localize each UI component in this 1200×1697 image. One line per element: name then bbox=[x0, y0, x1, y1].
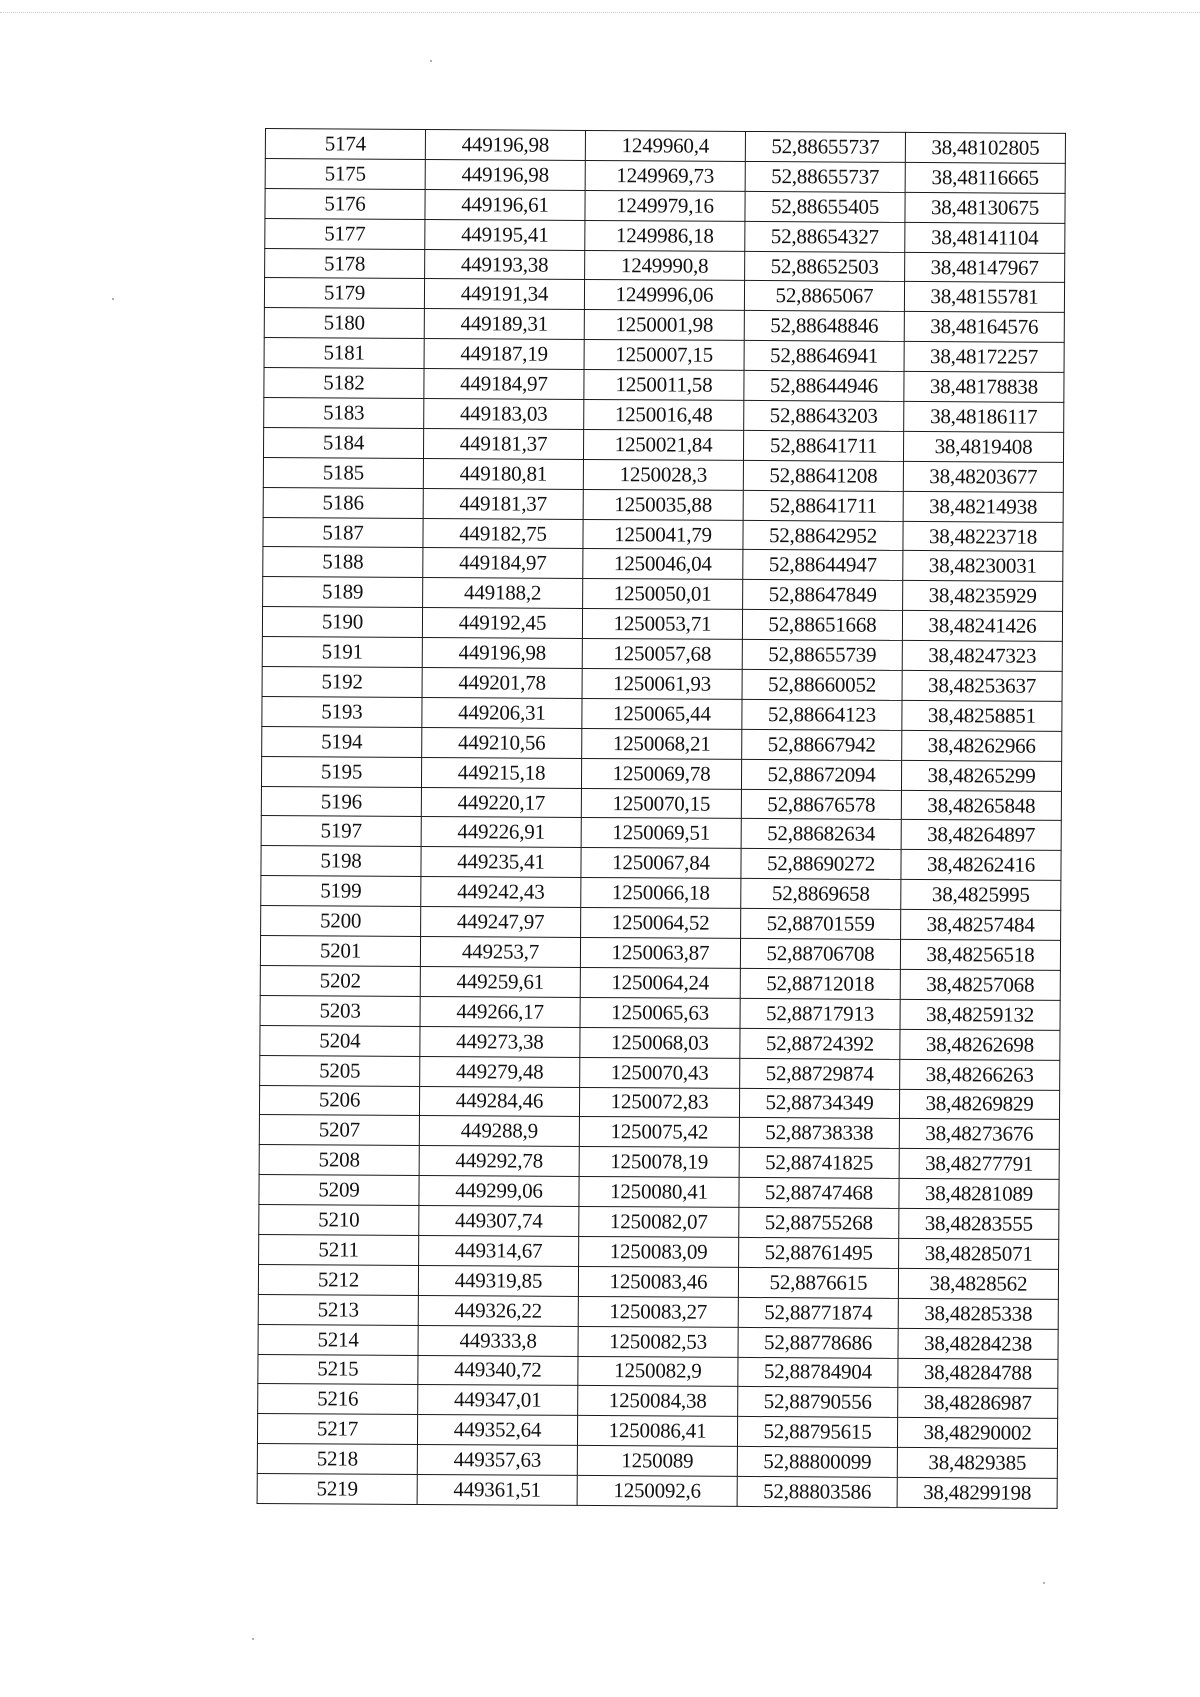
y-coordinate-cell: 1250070,43 bbox=[580, 1057, 740, 1088]
longitude-cell: 38,48147967 bbox=[905, 252, 1065, 283]
longitude-cell: 38,48241426 bbox=[902, 611, 1062, 642]
longitude-cell: 38,4825995 bbox=[901, 880, 1061, 911]
y-coordinate-cell: 1250082,07 bbox=[579, 1207, 739, 1238]
latitude-cell: 52,88761495 bbox=[739, 1237, 899, 1268]
x-coordinate-cell: 449188,2 bbox=[423, 578, 583, 609]
y-coordinate-cell: 1250067,84 bbox=[581, 848, 741, 879]
point-number-cell: 5204 bbox=[260, 1025, 420, 1056]
y-coordinate-cell: 1249986,18 bbox=[585, 220, 745, 251]
table-row bbox=[263, 427, 1063, 462]
latitude-cell: 52,8865067 bbox=[744, 281, 904, 312]
x-coordinate-cell: 449183,03 bbox=[424, 398, 584, 429]
table-row bbox=[259, 1234, 1059, 1269]
x-coordinate-cell: 449201,78 bbox=[422, 668, 582, 699]
longitude-cell: 38,48264897 bbox=[901, 820, 1061, 851]
point-number-cell: 5213 bbox=[258, 1294, 418, 1325]
latitude-cell: 52,88784904 bbox=[738, 1357, 898, 1388]
point-number-cell: 5182 bbox=[264, 368, 424, 399]
x-coordinate-cell: 449288,9 bbox=[419, 1116, 579, 1147]
latitude-cell: 52,88655737 bbox=[745, 161, 905, 192]
x-coordinate-cell: 449184,97 bbox=[424, 369, 584, 400]
latitude-cell: 52,88651668 bbox=[742, 610, 902, 641]
latitude-cell: 52,88701559 bbox=[741, 909, 901, 940]
point-number-cell: 5218 bbox=[257, 1444, 417, 1475]
table-row bbox=[259, 1085, 1059, 1120]
point-number-cell: 5214 bbox=[258, 1324, 418, 1355]
x-coordinate-cell: 449314,67 bbox=[419, 1235, 579, 1266]
x-coordinate-cell: 449319,85 bbox=[418, 1265, 578, 1296]
x-coordinate-cell: 449220,17 bbox=[421, 787, 581, 818]
longitude-cell: 38,48259132 bbox=[900, 999, 1060, 1030]
latitude-cell: 52,88655739 bbox=[742, 640, 902, 671]
scan-speck bbox=[252, 1638, 254, 1640]
latitude-cell: 52,88646941 bbox=[744, 341, 904, 372]
latitude-cell: 52,88706708 bbox=[740, 938, 900, 969]
latitude-cell: 52,88644947 bbox=[743, 550, 903, 581]
table-row bbox=[261, 756, 1061, 791]
longitude-cell: 38,48290002 bbox=[897, 1418, 1057, 1449]
table-row bbox=[259, 1145, 1059, 1180]
y-coordinate-cell: 1250028,3 bbox=[583, 459, 743, 490]
table-row bbox=[258, 1294, 1058, 1329]
point-number-cell: 5206 bbox=[259, 1085, 419, 1116]
y-coordinate-cell: 1250092,6 bbox=[577, 1476, 737, 1507]
latitude-cell: 52,88654327 bbox=[745, 221, 905, 252]
coordinates-table-body bbox=[257, 129, 1065, 1509]
longitude-cell: 38,48265299 bbox=[901, 760, 1061, 791]
latitude-cell: 52,88667942 bbox=[742, 729, 902, 760]
y-coordinate-cell: 1249996,06 bbox=[584, 280, 744, 311]
point-number-cell: 5179 bbox=[264, 278, 424, 309]
latitude-cell: 52,88672094 bbox=[741, 759, 901, 790]
point-number-cell: 5208 bbox=[259, 1145, 419, 1176]
x-coordinate-cell: 449307,74 bbox=[419, 1206, 579, 1237]
point-number-cell: 5201 bbox=[260, 936, 420, 967]
latitude-cell: 52,8869658 bbox=[741, 879, 901, 910]
y-coordinate-cell: 1250083,46 bbox=[578, 1266, 738, 1297]
longitude-cell: 38,48262966 bbox=[902, 730, 1062, 761]
longitude-cell: 38,48223718 bbox=[903, 521, 1063, 552]
longitude-cell: 38,48284788 bbox=[898, 1358, 1058, 1389]
x-coordinate-cell: 449180,81 bbox=[423, 458, 583, 489]
latitude-cell: 52,88790556 bbox=[738, 1387, 898, 1418]
latitude-cell: 52,88771874 bbox=[738, 1297, 898, 1328]
table-row bbox=[260, 1025, 1060, 1060]
latitude-cell: 52,88641711 bbox=[743, 490, 903, 521]
y-coordinate-cell: 1250065,63 bbox=[580, 997, 740, 1028]
latitude-cell: 52,88747468 bbox=[739, 1178, 899, 1209]
point-number-cell: 5197 bbox=[261, 816, 421, 847]
scan-speck bbox=[430, 60, 432, 62]
latitude-cell: 52,88648846 bbox=[744, 311, 904, 342]
point-number-cell: 5176 bbox=[265, 188, 425, 219]
point-number-cell: 5177 bbox=[265, 218, 425, 249]
table-row bbox=[260, 965, 1060, 1000]
table-row bbox=[263, 457, 1063, 492]
point-number-cell: 5178 bbox=[265, 248, 425, 279]
table-row bbox=[257, 1444, 1057, 1479]
x-coordinate-cell: 449181,37 bbox=[423, 488, 583, 519]
longitude-cell: 38,48265848 bbox=[901, 790, 1061, 821]
longitude-cell: 38,4819408 bbox=[903, 431, 1063, 462]
coordinates-table bbox=[257, 128, 1066, 1509]
latitude-cell: 52,88800099 bbox=[737, 1447, 897, 1478]
latitude-cell: 52,88778686 bbox=[738, 1327, 898, 1358]
y-coordinate-cell: 1250069,51 bbox=[581, 818, 741, 849]
longitude-cell: 38,48130675 bbox=[905, 192, 1065, 223]
y-coordinate-cell: 1250035,88 bbox=[583, 489, 743, 520]
table-row bbox=[260, 936, 1060, 971]
point-number-cell: 5185 bbox=[263, 457, 423, 488]
y-coordinate-cell: 1250063,87 bbox=[580, 937, 740, 968]
table-row bbox=[263, 547, 1063, 582]
longitude-cell: 38,48281089 bbox=[899, 1179, 1059, 1210]
longitude-cell: 38,48283555 bbox=[899, 1208, 1059, 1239]
longitude-cell: 38,48299198 bbox=[897, 1477, 1057, 1508]
point-number-cell: 5180 bbox=[264, 308, 424, 339]
point-number-cell: 5199 bbox=[261, 876, 421, 907]
x-coordinate-cell: 449357,63 bbox=[417, 1445, 577, 1476]
latitude-cell: 52,88712018 bbox=[740, 968, 900, 999]
point-number-cell: 5188 bbox=[263, 547, 423, 578]
table-row bbox=[260, 1055, 1060, 1090]
table-row bbox=[262, 696, 1062, 731]
y-coordinate-cell: 1250061,93 bbox=[582, 668, 742, 699]
y-coordinate-cell: 1250089 bbox=[577, 1446, 737, 1477]
y-coordinate-cell: 1250075,42 bbox=[579, 1117, 739, 1148]
point-number-cell: 5205 bbox=[260, 1055, 420, 1086]
x-coordinate-cell: 449192,45 bbox=[422, 608, 582, 639]
table-row bbox=[264, 308, 1064, 343]
table-row bbox=[258, 1264, 1058, 1299]
x-coordinate-cell: 449182,75 bbox=[423, 518, 583, 549]
y-coordinate-cell: 1249969,73 bbox=[585, 160, 745, 191]
longitude-cell: 38,48116665 bbox=[905, 162, 1065, 193]
x-coordinate-cell: 449266,17 bbox=[420, 996, 580, 1027]
latitude-cell: 52,88664123 bbox=[742, 699, 902, 730]
point-number-cell: 5181 bbox=[264, 338, 424, 369]
y-coordinate-cell: 1250068,21 bbox=[582, 728, 742, 759]
longitude-cell: 38,48284238 bbox=[898, 1328, 1058, 1359]
x-coordinate-cell: 449361,51 bbox=[417, 1475, 577, 1506]
y-coordinate-cell: 1250078,19 bbox=[579, 1147, 739, 1178]
y-coordinate-cell: 1250001,98 bbox=[584, 310, 744, 341]
table-row bbox=[265, 188, 1065, 223]
x-coordinate-cell: 449193,38 bbox=[425, 249, 585, 280]
longitude-cell: 38,48253637 bbox=[902, 670, 1062, 701]
latitude-cell: 52,88641711 bbox=[743, 430, 903, 461]
y-coordinate-cell: 1250072,83 bbox=[579, 1087, 739, 1118]
x-coordinate-cell: 449247,97 bbox=[421, 907, 581, 938]
x-coordinate-cell: 449235,41 bbox=[421, 847, 581, 878]
table-row bbox=[261, 876, 1061, 911]
latitude-cell: 52,88795615 bbox=[737, 1417, 897, 1448]
longitude-cell: 38,48186117 bbox=[904, 401, 1064, 432]
point-number-cell: 5207 bbox=[259, 1115, 419, 1146]
x-coordinate-cell: 449196,98 bbox=[425, 159, 585, 190]
point-number-cell: 5211 bbox=[259, 1234, 419, 1265]
y-coordinate-cell: 1250083,09 bbox=[579, 1236, 739, 1267]
x-coordinate-cell: 449189,31 bbox=[424, 309, 584, 340]
latitude-cell: 52,88734349 bbox=[739, 1088, 899, 1119]
y-coordinate-cell: 1250007,15 bbox=[584, 340, 744, 371]
y-coordinate-cell: 1250011,58 bbox=[584, 370, 744, 401]
scan-speck bbox=[112, 298, 114, 300]
x-coordinate-cell: 449273,38 bbox=[420, 1026, 580, 1057]
latitude-cell: 52,88724392 bbox=[740, 1028, 900, 1059]
x-coordinate-cell: 449184,97 bbox=[423, 548, 583, 579]
x-coordinate-cell: 449347,01 bbox=[418, 1385, 578, 1416]
y-coordinate-cell: 1250041,79 bbox=[583, 519, 743, 550]
longitude-cell: 38,48285071 bbox=[899, 1238, 1059, 1269]
y-coordinate-cell: 1249979,16 bbox=[585, 190, 745, 221]
table-row bbox=[257, 1414, 1057, 1449]
y-coordinate-cell: 1250070,15 bbox=[581, 788, 741, 819]
y-coordinate-cell: 1250046,04 bbox=[583, 549, 743, 580]
table-row bbox=[262, 667, 1062, 702]
point-number-cell: 5186 bbox=[263, 487, 423, 518]
table-row bbox=[260, 995, 1060, 1030]
longitude-cell: 38,48247323 bbox=[902, 641, 1062, 672]
longitude-cell: 38,48257068 bbox=[900, 969, 1060, 1000]
latitude-cell: 52,88738338 bbox=[739, 1118, 899, 1149]
y-coordinate-cell: 1249960,4 bbox=[585, 130, 745, 161]
point-number-cell: 5190 bbox=[262, 607, 422, 638]
table-row bbox=[263, 487, 1063, 522]
latitude-cell: 52,88682634 bbox=[741, 819, 901, 850]
x-coordinate-cell: 449259,61 bbox=[420, 966, 580, 997]
point-number-cell: 5216 bbox=[258, 1384, 418, 1415]
point-number-cell: 5198 bbox=[261, 846, 421, 877]
longitude-cell: 38,48230031 bbox=[903, 551, 1063, 582]
latitude-cell: 52,88729874 bbox=[740, 1058, 900, 1089]
table-row bbox=[262, 607, 1062, 642]
y-coordinate-cell: 1250068,03 bbox=[580, 1027, 740, 1058]
x-coordinate-cell: 449326,22 bbox=[418, 1295, 578, 1326]
x-coordinate-cell: 449181,37 bbox=[423, 428, 583, 459]
point-number-cell: 5193 bbox=[262, 696, 422, 727]
y-coordinate-cell: 1250064,52 bbox=[581, 908, 741, 939]
x-coordinate-cell: 449215,18 bbox=[421, 757, 581, 788]
x-coordinate-cell: 449253,7 bbox=[420, 937, 580, 968]
y-coordinate-cell: 1250082,9 bbox=[578, 1356, 738, 1387]
latitude-cell: 52,88655405 bbox=[745, 191, 905, 222]
y-coordinate-cell: 1250053,71 bbox=[582, 609, 742, 640]
latitude-cell: 52,88755268 bbox=[739, 1207, 899, 1238]
y-coordinate-cell: 1250084,38 bbox=[578, 1386, 738, 1417]
longitude-cell: 38,48277791 bbox=[899, 1149, 1059, 1180]
table-row bbox=[257, 1474, 1057, 1509]
y-coordinate-cell: 1250057,68 bbox=[582, 639, 742, 670]
y-coordinate-cell: 1250082,53 bbox=[578, 1326, 738, 1357]
x-coordinate-cell: 449242,43 bbox=[421, 877, 581, 908]
table-row bbox=[264, 338, 1064, 373]
x-coordinate-cell: 449210,56 bbox=[422, 727, 582, 758]
x-coordinate-cell: 449196,98 bbox=[425, 129, 585, 160]
y-coordinate-cell: 1250064,24 bbox=[580, 967, 740, 998]
point-number-cell: 5192 bbox=[262, 667, 422, 698]
table-row bbox=[259, 1175, 1059, 1210]
table-row bbox=[263, 517, 1063, 552]
latitude-cell: 52,88641208 bbox=[743, 460, 903, 491]
latitude-cell: 52,88655737 bbox=[745, 131, 905, 162]
point-number-cell: 5191 bbox=[262, 637, 422, 668]
longitude-cell: 38,48256518 bbox=[900, 939, 1060, 970]
longitude-cell: 38,48266263 bbox=[900, 1059, 1060, 1090]
latitude-cell: 52,88652503 bbox=[745, 251, 905, 282]
latitude-cell: 52,88676578 bbox=[741, 789, 901, 820]
table-row bbox=[265, 248, 1065, 283]
table-row bbox=[261, 906, 1061, 941]
longitude-cell: 38,48258851 bbox=[902, 700, 1062, 731]
point-number-cell: 5202 bbox=[260, 965, 420, 996]
table-row bbox=[264, 368, 1064, 403]
scan-speck bbox=[1043, 1582, 1045, 1584]
longitude-cell: 38,48164576 bbox=[904, 312, 1064, 343]
y-coordinate-cell: 1250065,44 bbox=[582, 698, 742, 729]
latitude-cell: 52,8876615 bbox=[738, 1267, 898, 1298]
point-number-cell: 5203 bbox=[260, 995, 420, 1026]
point-number-cell: 5189 bbox=[263, 577, 423, 608]
x-coordinate-cell: 449284,46 bbox=[419, 1086, 579, 1117]
longitude-cell: 38,48286987 bbox=[898, 1388, 1058, 1419]
table-row bbox=[259, 1205, 1059, 1240]
x-coordinate-cell: 449333,8 bbox=[418, 1325, 578, 1356]
longitude-cell: 38,48235929 bbox=[903, 581, 1063, 612]
table-row bbox=[265, 129, 1065, 164]
point-number-cell: 5183 bbox=[264, 398, 424, 429]
longitude-cell: 38,48273676 bbox=[899, 1119, 1059, 1150]
table-row bbox=[262, 726, 1062, 761]
latitude-cell: 52,88647849 bbox=[743, 580, 903, 611]
longitude-cell: 38,48257484 bbox=[901, 910, 1061, 941]
longitude-cell: 38,48178838 bbox=[904, 372, 1064, 403]
table-row bbox=[264, 278, 1064, 313]
table-row bbox=[264, 398, 1064, 433]
y-coordinate-cell: 1250016,48 bbox=[584, 399, 744, 430]
x-coordinate-cell: 449340,72 bbox=[418, 1355, 578, 1386]
x-coordinate-cell: 449292,78 bbox=[419, 1146, 579, 1177]
longitude-cell: 38,48214938 bbox=[903, 491, 1063, 522]
point-number-cell: 5215 bbox=[258, 1354, 418, 1385]
x-coordinate-cell: 449352,64 bbox=[417, 1415, 577, 1446]
point-number-cell: 5210 bbox=[259, 1205, 419, 1236]
y-coordinate-cell: 1250066,18 bbox=[581, 878, 741, 909]
x-coordinate-cell: 449195,41 bbox=[425, 219, 585, 250]
point-number-cell: 5212 bbox=[258, 1264, 418, 1295]
y-coordinate-cell: 1250086,41 bbox=[577, 1416, 737, 1447]
longitude-cell: 38,48102805 bbox=[905, 132, 1065, 163]
x-coordinate-cell: 449299,06 bbox=[419, 1176, 579, 1207]
point-number-cell: 5175 bbox=[265, 158, 425, 189]
x-coordinate-cell: 449196,61 bbox=[425, 189, 585, 220]
longitude-cell: 38,48172257 bbox=[904, 342, 1064, 373]
point-number-cell: 5187 bbox=[263, 517, 423, 548]
x-coordinate-cell: 449191,34 bbox=[424, 279, 584, 310]
x-coordinate-cell: 449279,48 bbox=[420, 1056, 580, 1087]
table-row bbox=[258, 1384, 1058, 1419]
point-number-cell: 5174 bbox=[265, 129, 425, 160]
point-number-cell: 5195 bbox=[261, 756, 421, 787]
latitude-cell: 52,88643203 bbox=[744, 400, 904, 431]
latitude-cell: 52,88803586 bbox=[737, 1476, 897, 1507]
latitude-cell: 52,88642952 bbox=[743, 520, 903, 551]
longitude-cell: 38,4829385 bbox=[897, 1448, 1057, 1479]
y-coordinate-cell: 1250080,41 bbox=[579, 1177, 739, 1208]
x-coordinate-cell: 449196,98 bbox=[422, 638, 582, 669]
point-number-cell: 5194 bbox=[262, 726, 422, 757]
table-row bbox=[261, 786, 1061, 821]
longitude-cell: 38,48269829 bbox=[899, 1089, 1059, 1120]
longitude-cell: 38,4828562 bbox=[898, 1268, 1058, 1299]
table-row bbox=[261, 846, 1061, 881]
point-number-cell: 5209 bbox=[259, 1175, 419, 1206]
y-coordinate-cell: 1250021,84 bbox=[583, 429, 743, 460]
latitude-cell: 52,88717913 bbox=[740, 998, 900, 1029]
x-coordinate-cell: 449187,19 bbox=[424, 339, 584, 370]
y-coordinate-cell: 1249990,8 bbox=[585, 250, 745, 281]
longitude-cell: 38,48285338 bbox=[898, 1298, 1058, 1329]
point-number-cell: 5219 bbox=[257, 1474, 417, 1505]
y-coordinate-cell: 1250069,78 bbox=[581, 758, 741, 789]
y-coordinate-cell: 1250050,01 bbox=[583, 579, 743, 610]
table-row bbox=[258, 1324, 1058, 1359]
latitude-cell: 52,88741825 bbox=[739, 1148, 899, 1179]
longitude-cell: 38,48155781 bbox=[904, 282, 1064, 313]
table-row bbox=[265, 218, 1065, 253]
longitude-cell: 38,48262698 bbox=[900, 1029, 1060, 1060]
longitude-cell: 38,48262416 bbox=[901, 850, 1061, 881]
longitude-cell: 38,48141104 bbox=[905, 222, 1065, 253]
x-coordinate-cell: 449206,31 bbox=[422, 697, 582, 728]
table-row bbox=[259, 1115, 1059, 1150]
point-number-cell: 5200 bbox=[261, 906, 421, 937]
point-number-cell: 5196 bbox=[261, 786, 421, 817]
latitude-cell: 52,88644946 bbox=[744, 371, 904, 402]
table-row bbox=[263, 577, 1063, 612]
table-row bbox=[258, 1354, 1058, 1389]
point-number-cell: 5217 bbox=[257, 1414, 417, 1445]
table-row bbox=[265, 158, 1065, 193]
latitude-cell: 52,88660052 bbox=[742, 669, 902, 700]
point-number-cell: 5184 bbox=[263, 427, 423, 458]
latitude-cell: 52,88690272 bbox=[741, 849, 901, 880]
table-row bbox=[261, 816, 1061, 851]
y-coordinate-cell: 1250083,27 bbox=[578, 1296, 738, 1327]
x-coordinate-cell: 449226,91 bbox=[421, 817, 581, 848]
scan-top-edge-line bbox=[0, 12, 1200, 13]
table-row bbox=[262, 637, 1062, 672]
longitude-cell: 38,48203677 bbox=[903, 461, 1063, 492]
